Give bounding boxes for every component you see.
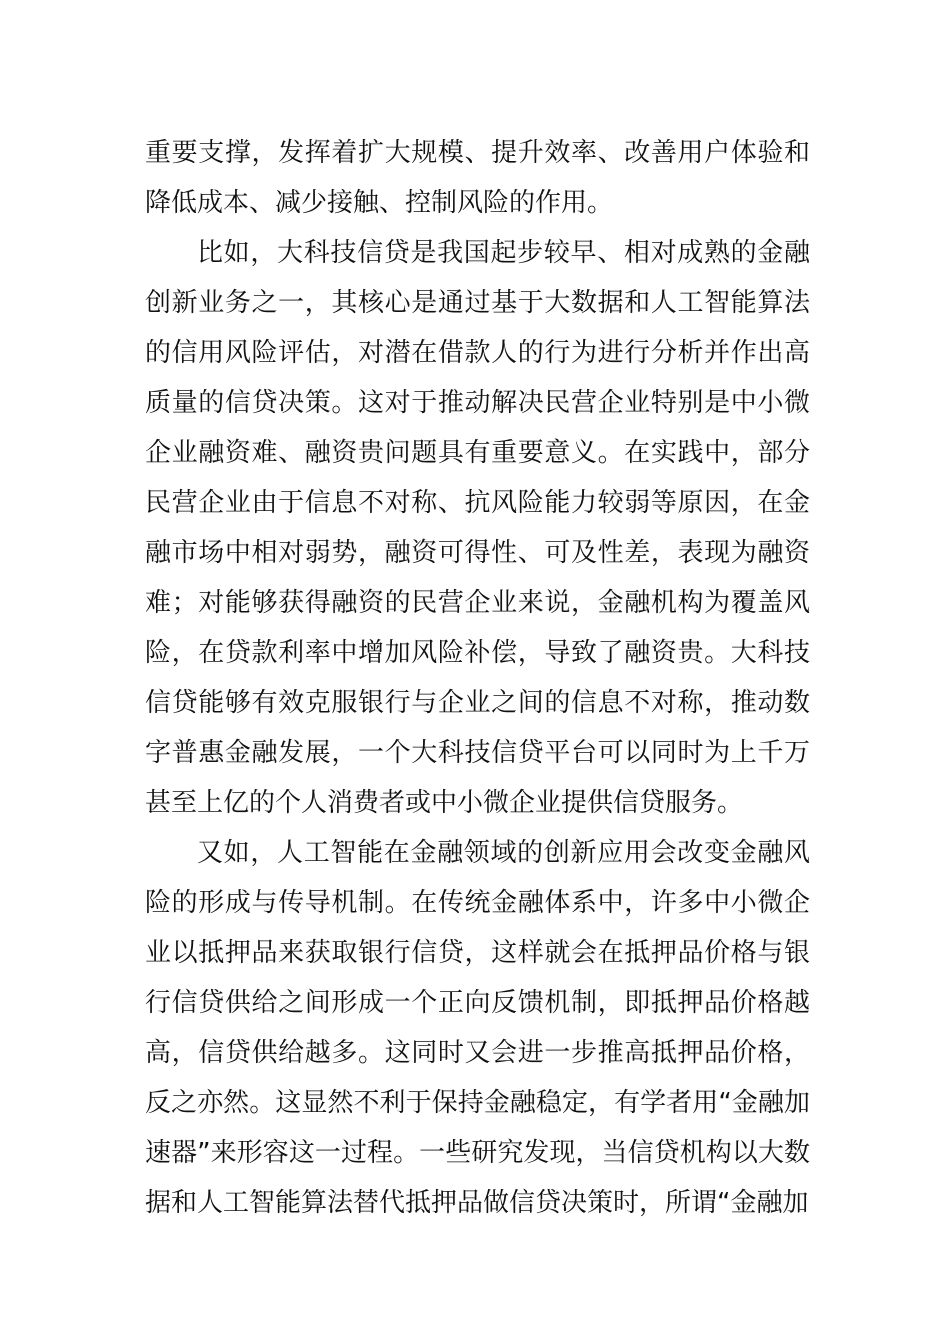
paragraph-continuation: 重要支撑，发挥着扩大规模、提升效率、改善用户体验和降低成本、减少接触、控制风险的作用。 [145,138,810,218]
paragraph-big-tech-credit: 比如，大科技信贷是我国起步较早、相对成熟的金融创新业务之一，其核心是通过基于大数据和人工智能算法的信用风险评估，对潜在借款人的行为进行分析并作出高质量的信贷决策。这对于推动解决民营企业特别是中小微企业融资难、融资贵问题具有重要意义。在实践中，部分民营企业由于信息不对称、抗风险能力较弱等原因，在金融市场中相对弱势，融资可得性、可及性差，表现为融资难；对能够获得融资的民营企业来说，金融机构为覆盖风险，在贷款利率中增加风险补偿，导致了融资贵。大科技信贷能够有效克服银行与企业之间的信息不对称，推动数字普惠金融发展，一个大科技信贷平台可以同时为上千万甚至上亿的个人消费者或中小微企业提供信贷服务。 [145,238,810,818]
paragraph-ai-risk: 又如，人工智能在金融领域的创新应用会改变金融风险的形成与传导机制。在传统金融体系中，许多中小微企业以抵押品来获取银行信贷，这样就会在抵押品价格与银行信贷供给之间形成一个正向反馈机制，即抵押品价格越高，信贷供给越多。这同时又会进一步推高抵押品价格，反之亦然。这显然不利于保持金融稳定，有学者用“金融加速器”来形容这一过程。一些研究发现，当信贷机构以大数据和人工智能算法替代抵押品做信贷决策时，所谓“金融加 [145,838,810,1218]
document-body [145,128,810,1228]
